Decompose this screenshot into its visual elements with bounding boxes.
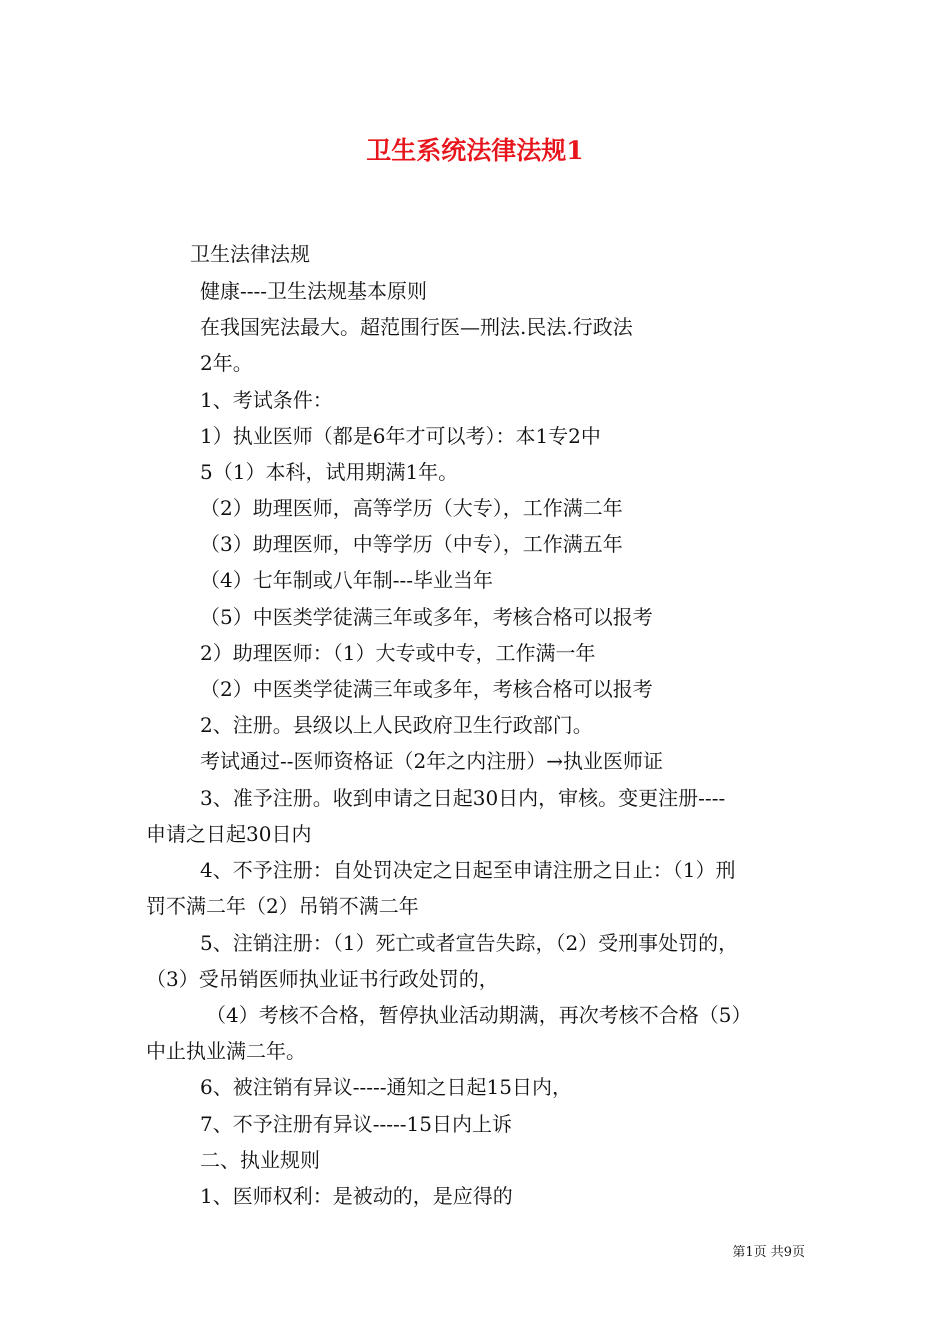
- text-line: （3）助理医师，中等学历（中专），工作满五年: [200, 532, 623, 556]
- page-title: 卫生系统法律法规1: [366, 136, 584, 165]
- text-line: 7、不予注册有异议-----15日内上诉: [200, 1112, 512, 1136]
- text-line: 2）助理医师：（1）大专或中专，工作满一年: [200, 641, 596, 665]
- text-line: 申请之日起30日内: [146, 822, 312, 846]
- text-line: （3）受吊销医师执业证书行政处罚的，: [146, 967, 499, 991]
- text-line: 二、执业规则: [200, 1148, 320, 1172]
- text-line: 在我国宪法最大。超范围行医—刑法.民法.行政法: [200, 315, 633, 339]
- text-line: （2）助理医师，高等学历（大专），工作满二年: [200, 496, 623, 520]
- text-line: （4）七年制或八年制---毕业当年: [200, 568, 493, 592]
- text-line: 1、医师权利：是被动的，是应得的: [200, 1184, 513, 1208]
- text-line: 考试通过--医师资格证（2年之内注册）→执业医师证: [200, 749, 663, 773]
- text-line: 罚不满二年（2）吊销不满二年: [146, 894, 419, 918]
- text-line: 5、注销注册：（1）死亡或者宣告失踪，（2）受刑事处罚的，: [200, 931, 739, 955]
- text-line: 1）执业医师（都是6年才可以考）：本1专2中: [200, 424, 601, 448]
- text-line: 6、被注销有异议-----通知之日起15日内，: [200, 1075, 572, 1099]
- text-line: 1、考试条件：: [200, 388, 333, 412]
- text-line: 3、准予注册。收到申请之日起30日内，审核。变更注册----: [200, 786, 726, 810]
- text-line: （5）中医类学徒满三年或多年，考核合格可以报考: [200, 605, 653, 629]
- text-line: 4、不予注册：自处罚决定之日起至申请注册之日止：（1）刑: [200, 858, 736, 882]
- text-line: 2、注册。县级以上人民政府卫生行政部门。: [200, 713, 593, 737]
- text-line: 5（1）本科，试用期满1年。: [200, 460, 459, 484]
- text-line: （2）中医类学徒满三年或多年，考核合格可以报考: [200, 677, 653, 701]
- text-line: （4）考核不合格，暂停执业活动期满，再次考核不合格（5）: [206, 1003, 752, 1027]
- text-line: 2年。: [200, 351, 253, 375]
- text-line: 卫生法律法规: [190, 242, 310, 266]
- text-line: 中止执业满二年。: [146, 1039, 306, 1063]
- page-footer: 第1页 共9页: [732, 1245, 805, 1260]
- text-line: 健康----卫生法规基本原则: [200, 279, 428, 303]
